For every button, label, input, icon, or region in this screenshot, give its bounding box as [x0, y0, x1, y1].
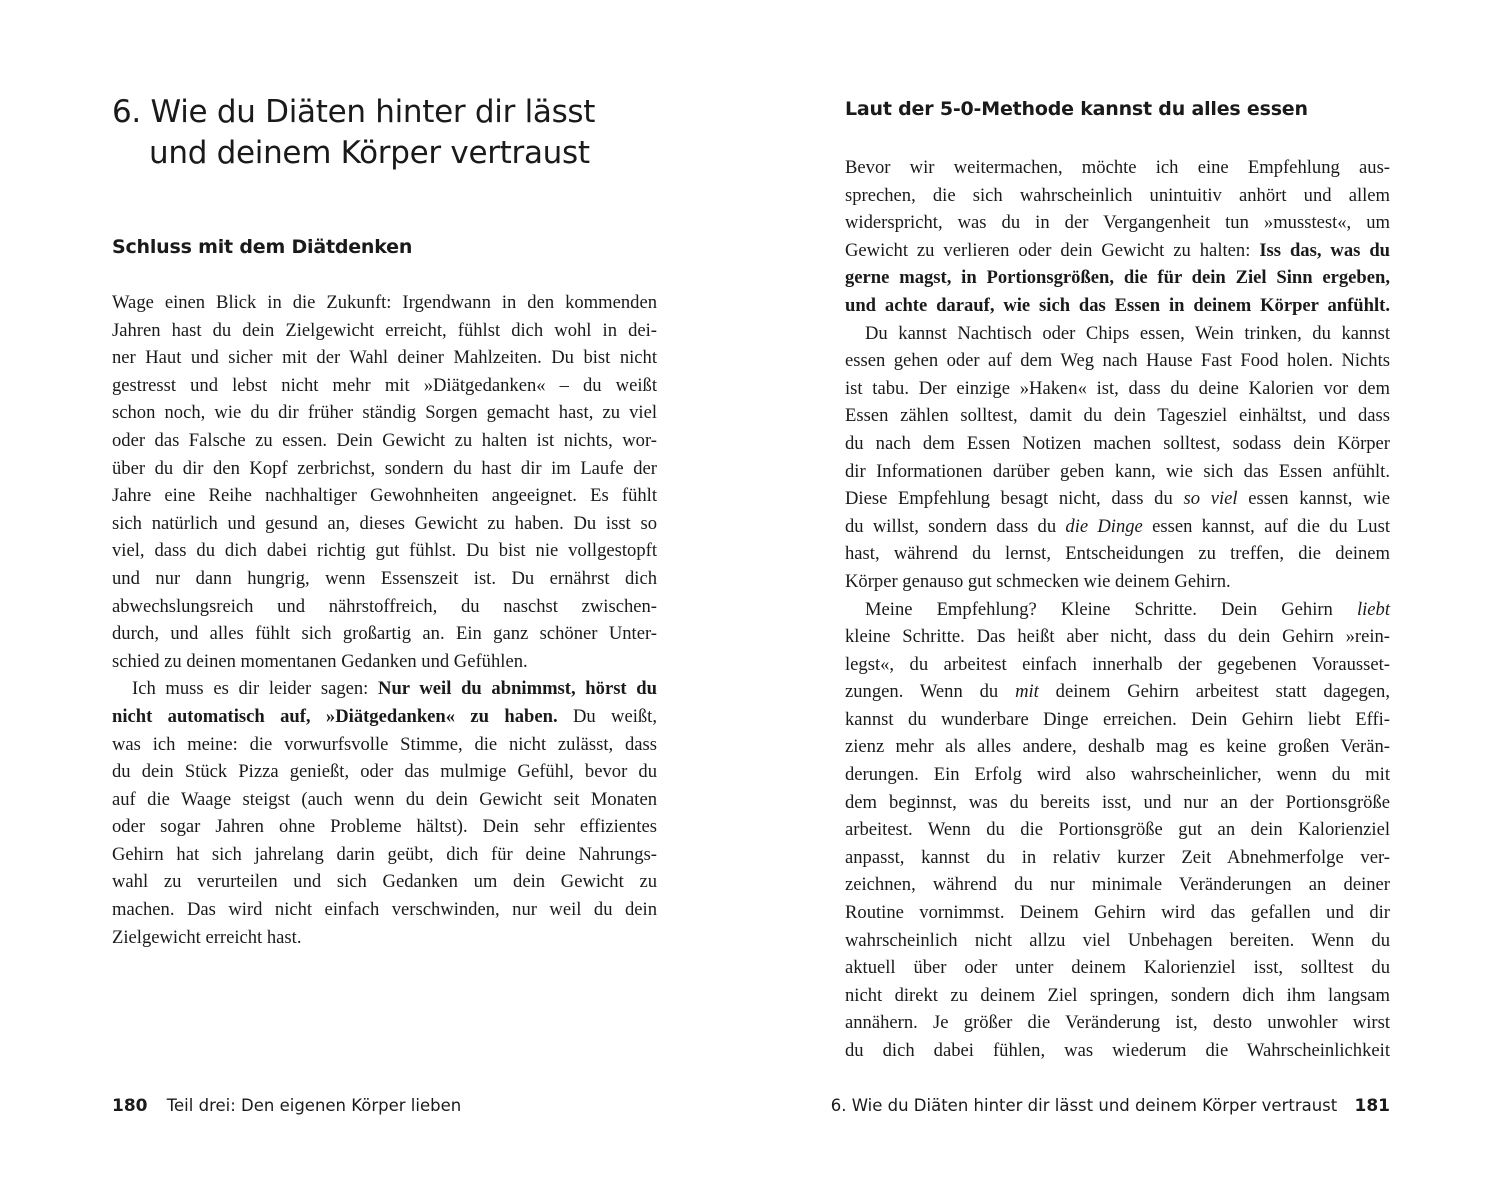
text-segment: zienz mehr als alles andere, deshalb mag es keine großen Verän-	[845, 736, 1390, 758]
chapter-title-line1: Wie du Diäten hinter dir lässt	[150, 94, 596, 130]
text-segment: sich natürlich und gesund an, dieses Gewicht zu haben. Du isst so	[112, 512, 657, 534]
text-line	[845, 347, 1390, 375]
text-segment: Körper genauso gut schmecken wie deinem Gehirn.	[845, 570, 1231, 592]
text-segment: ist tabu. Der einzige »Haken« ist, dass du deine Kalorien vor dem	[845, 377, 1390, 399]
page-number: 180	[112, 1096, 148, 1116]
text-segment: hast, während du lernst, Entscheidungen zu treffen, die deinem	[845, 543, 1390, 565]
text-line	[845, 954, 1390, 982]
text-segment: Meine Empfehlung? Kleine Schritte. Dein Gehirn	[865, 598, 1357, 620]
text-line	[845, 789, 1390, 817]
text-segment: widerspricht, was du in der Vergangenheit tun »musstest«, um	[845, 212, 1390, 234]
text-line	[845, 1009, 1390, 1037]
text-segment: durch, und alles fühlt sich großartig an. Ein ganz schöner Unter-	[112, 623, 657, 645]
text-segment: und nur dann hungrig, wenn Essenszeit ist. Du ernährst dich	[112, 567, 657, 589]
bold-text: Nur weil du abnimmst, hörst du	[378, 678, 657, 700]
text-segment: du willst, sondern dass du	[845, 515, 1066, 537]
text-segment: abwechslungsreich und nährstoffreich, du naschst zwischen-	[112, 595, 657, 617]
text-segment: oder das Falsche zu essen. Dein Gewicht zu halten ist nichts, wor-	[112, 429, 657, 451]
text-line	[845, 154, 1390, 182]
text-segment: oder sogar Jahren ohne Probleme hältst). Dein sehr effizientes	[112, 816, 657, 838]
text-segment: ner Haut und sicher mit der Wahl deiner Mahlzeiten. Du bist nicht	[112, 347, 657, 369]
text-segment: schied zu deinen momentanen Gedanken und Gefühlen.	[112, 650, 528, 672]
bold-text: nicht automatisch auf, »Diätgedanken« zu haben.	[112, 705, 558, 727]
text-segment: wahrscheinlich nicht allzu viel Unbehagen bereiten. Wenn du	[845, 929, 1390, 951]
text-line	[845, 899, 1390, 927]
text-segment: Ich muss es dir leider sagen:	[132, 678, 379, 700]
text-segment: über du dir den Kopf zerbrichst, sondern du hast dir im Laufe der	[112, 457, 657, 479]
italic-text: mit	[1015, 681, 1039, 703]
text-line	[112, 841, 657, 869]
text-segment: annähern. Je größer die Veränderung ist, desto unwohler wirst	[845, 1012, 1390, 1034]
text-line	[112, 482, 657, 510]
text-line	[112, 924, 657, 952]
text-segment: zungen. Wenn du	[845, 681, 1016, 703]
text-segment: Zielgewicht erreicht hast.	[112, 926, 302, 948]
footer	[112, 1096, 461, 1116]
page-number: 181	[1354, 1096, 1390, 1116]
text-line	[112, 344, 657, 372]
text-line	[112, 758, 657, 786]
text-line	[112, 455, 657, 483]
text-line	[112, 675, 657, 703]
text-segment: gestresst und lebst nicht mehr mit »Diätgedanken« – du weißt	[112, 374, 657, 396]
text-line	[845, 568, 1390, 596]
text-line	[112, 317, 657, 345]
text-segment: was ich meine: die vorwurfsvolle Stimme, die nicht zulässt, dass	[112, 733, 657, 755]
text-segment: dir Informationen darüber geben kann, wie sich das Essen anfühlt.	[845, 460, 1390, 482]
text-line	[845, 761, 1390, 789]
text-line	[112, 537, 657, 565]
section-heading: Schluss mit dem Diätdenken	[112, 236, 413, 258]
text-line	[845, 927, 1390, 955]
text-segment: Du weißt,	[557, 705, 657, 727]
text-segment: kleine Schritte. Das heißt aber nicht, dass du dein Gehirn »rein-	[845, 626, 1390, 648]
italic-text: so viel	[1183, 488, 1238, 510]
text-segment: essen kannst, wie	[1237, 488, 1390, 510]
running-head: Teil drei: Den eigenen Körper lieben	[166, 1096, 462, 1115]
text-line	[845, 816, 1390, 844]
chapter-title	[112, 92, 595, 174]
text-line	[112, 786, 657, 814]
text-line	[845, 430, 1390, 458]
text-segment: wahl zu verurteilen und sich Gedanken um dein Gewicht zu	[112, 871, 657, 893]
text-segment: Jahren hast du dein Zielgewicht erreicht, fühlst dich wohl in dei-	[112, 319, 657, 341]
text-segment: deinem Gehirn arbeitest statt dagegen,	[1038, 681, 1390, 703]
text-segment: schon noch, wie du dir früher ständig Sorgen gemacht hast, zu viel	[112, 402, 657, 424]
text-segment: du dich dabei fühlen, was wiederum die Wahrscheinlichkeit	[845, 1040, 1390, 1061]
italic-text: liebt	[1356, 598, 1390, 620]
text-line	[845, 733, 1390, 761]
body-text	[845, 154, 1390, 1065]
text-segment: machen. Das wird nicht einfach verschwinden, nur weil du dein	[112, 899, 657, 921]
text-segment: essen kannst, auf die du Lust	[1142, 515, 1391, 537]
bold-text: gerne magst, in Portionsgrößen, die für dein Ziel Sinn ergeben,	[845, 267, 1390, 289]
text-segment: du nach dem Essen Notizen machen solltest, sodass dein Körper	[845, 432, 1390, 454]
italic-text: die Dinge	[1065, 515, 1143, 537]
text-segment: kannst du wunderbare Dinge erreichen. Dein Gehirn liebt Effi-	[845, 708, 1390, 730]
text-line	[112, 703, 657, 731]
text-line	[845, 182, 1390, 210]
text-line	[845, 651, 1390, 679]
text-segment: Jahre eine Reihe nachhaltiger Gewohnheiten angeeignet. Es fühlt	[112, 485, 657, 507]
text-line	[112, 399, 657, 427]
body-text	[112, 289, 657, 951]
text-line	[845, 540, 1390, 568]
text-segment: viel, dass du dich dabei richtig gut fühlst. Du bist nie vollgestopft	[112, 540, 657, 562]
text-segment: Bevor wir weitermachen, möchte ich eine Empfehlung aus-	[845, 157, 1390, 178]
running-head: 6. Wie du Diäten hinter dir lässt und deinem Körper vertraust	[830, 1096, 1338, 1115]
text-line	[112, 427, 657, 455]
text-line	[112, 510, 657, 538]
bold-text: und achte darauf, wie sich das Essen in deinem Körper anfühlt.	[845, 294, 1390, 316]
text-line	[845, 237, 1390, 265]
text-line	[845, 596, 1390, 624]
text-line	[845, 209, 1390, 237]
text-segment: Essen zählen solltest, damit du dein Tagesziel einhältst, und dass	[845, 405, 1390, 427]
text-line	[845, 264, 1390, 292]
footer	[831, 1096, 1390, 1116]
text-segment: aktuell über oder unter deinem Kalorienziel isst, solltest du	[845, 957, 1390, 979]
text-line	[845, 292, 1390, 320]
text-segment: Wage einen Blick in die Zukunft: Irgendwann in den kommenden	[112, 292, 657, 313]
text-line	[845, 678, 1390, 706]
text-segment: Routine vornimmst. Deinem Gehirn wird das gefallen und dir	[845, 902, 1390, 924]
text-segment: dem beginnst, was du bereits isst, und nur an der Portionsgröße	[845, 791, 1390, 813]
text-segment: Du kannst Nachtisch oder Chips essen, Wein trinken, du kannst	[865, 322, 1390, 344]
text-line	[845, 982, 1390, 1010]
text-segment: auf die Waage steigst (auch wenn du dein Gewicht seit Monaten	[112, 788, 657, 810]
text-line	[112, 372, 657, 400]
text-line	[112, 593, 657, 621]
text-segment: arbeitest. Wenn du die Portionsgröße gut an dein Kalorienziel	[845, 819, 1390, 841]
text-line	[845, 458, 1390, 486]
text-line	[845, 623, 1390, 651]
text-line	[112, 731, 657, 759]
text-line	[845, 844, 1390, 872]
text-line	[112, 289, 657, 317]
text-segment: sprechen, die sich wahrscheinlich unintuitiv anhört und allem	[845, 184, 1390, 206]
text-line	[112, 620, 657, 648]
text-segment: legst«, du arbeitest einfach innerhalb der gegebenen Vorausset-	[845, 653, 1390, 675]
text-line	[845, 375, 1390, 403]
text-line	[845, 320, 1390, 348]
text-line	[112, 813, 657, 841]
text-segment: nicht direkt zu deinem Ziel springen, sondern dich ihm langsam	[845, 984, 1390, 1006]
text-line	[845, 485, 1390, 513]
text-segment: anpasst, kannst du in relativ kurzer Zeit Abnehmerfolge ver-	[845, 846, 1390, 868]
text-segment: derungen. Ein Erfolg wird also wahrscheinlicher, wenn du mit	[845, 764, 1390, 786]
text-line	[112, 565, 657, 593]
text-segment: Diese Empfehlung besagt nicht, dass du	[845, 488, 1184, 510]
chapter-title-line2: und deinem Körper vertraust	[149, 135, 590, 171]
text-line	[112, 868, 657, 896]
text-segment: du dein Stück Pizza genießt, oder das mulmige Gefühl, bevor du	[112, 761, 657, 783]
text-segment: Gehirn hat sich jahrelang darin geübt, dich für deine Nahrungs-	[112, 843, 657, 865]
text-line	[845, 513, 1390, 541]
text-line	[845, 871, 1390, 899]
text-line	[845, 1037, 1390, 1065]
text-line	[845, 706, 1390, 734]
text-segment: zeichnen, während du nur minimale Veränderungen an deiner	[845, 874, 1390, 896]
section-heading: Laut der 5-0-Methode kannst du alles essen	[845, 98, 1308, 120]
text-line	[112, 896, 657, 924]
text-line	[845, 402, 1390, 430]
text-segment: essen gehen oder auf dem Weg nach Hause Fast Food holen. Nichts	[845, 350, 1390, 372]
text-line	[112, 648, 657, 676]
bold-text: Iss das, was du	[1259, 239, 1390, 261]
chapter-number: 6.	[112, 94, 141, 130]
text-segment: Gewicht zu verlieren oder dein Gewicht zu halten:	[845, 239, 1260, 261]
